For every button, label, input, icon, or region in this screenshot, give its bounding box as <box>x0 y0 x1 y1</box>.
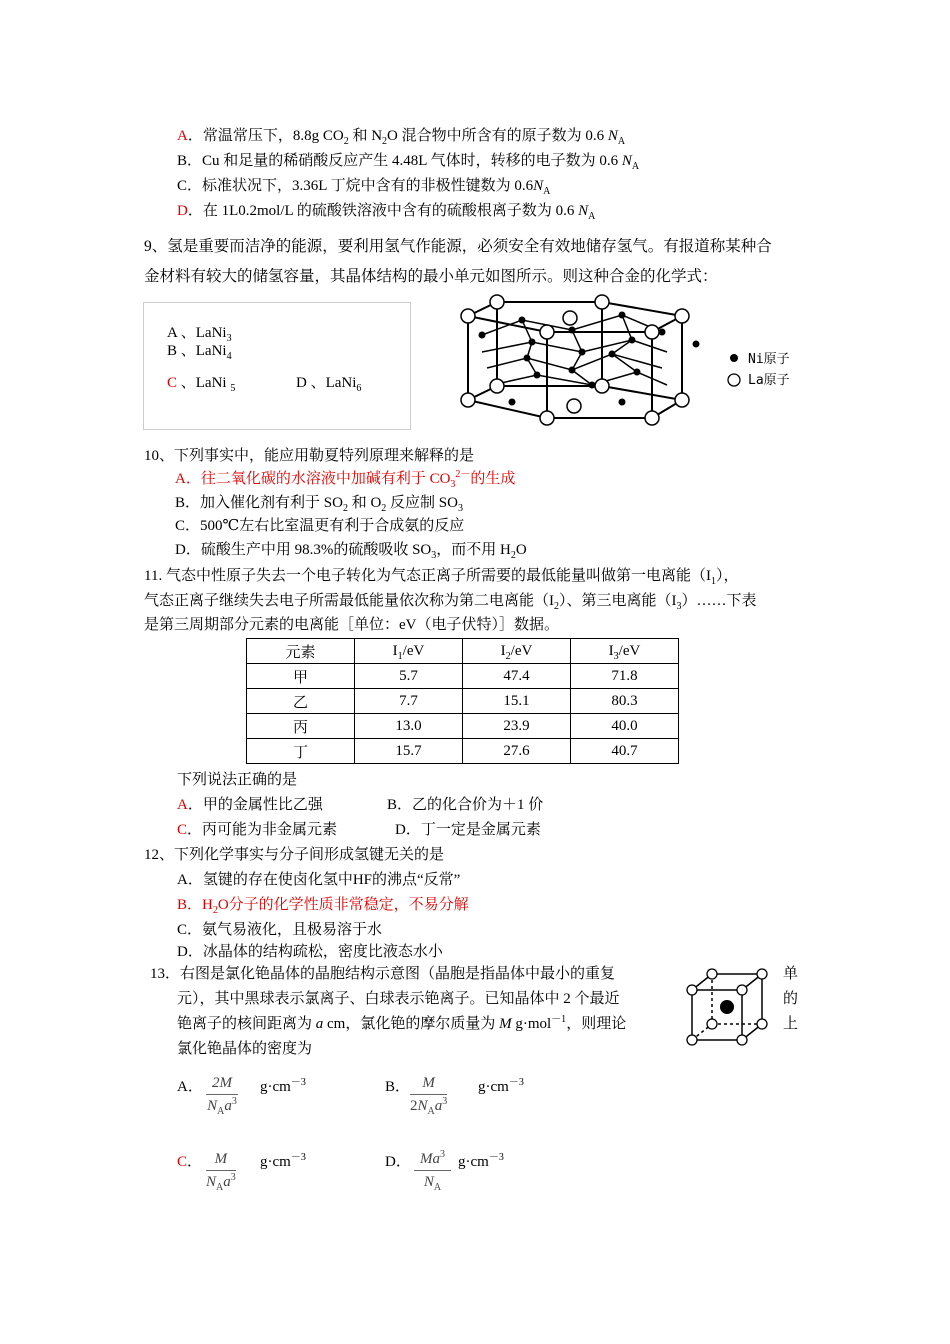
q9-stem-line1: 9、氢是重要而洁净的能源，要利用氢气作能源，必须安全有效地储存氢气。有报道称某种合 <box>144 238 772 255</box>
table-cell: 5.7 <box>355 664 463 689</box>
q11-option-d[interactable]: D．丁一定是金属元素 <box>395 822 541 838</box>
q8-option-a[interactable]: A．常温常压下，8.8g $CO_2$ 和 $N_2O$ 混合物中所含有的原子数为 0.6 $N_A$ <box>177 128 626 147</box>
q13-option-a-fraction: 2M $N_Aa^3$ <box>206 1072 238 1117</box>
q11-prompt: 下列说法正确的是 <box>177 772 298 788</box>
table-cell: 甲 <box>247 664 355 689</box>
q13-option-a-unit: $g\cdot cm^{-3}$ <box>260 1077 306 1095</box>
q11-option-b[interactable]: B．乙的化合价为＋1 价 <box>387 797 544 813</box>
q10-option-c[interactable]: C．500℃左右比室温更有利于合成氨的反应 <box>175 518 465 534</box>
q13-option-b-unit: $g\cdot cm^{-3}$ <box>478 1077 524 1095</box>
ni-dot-icon <box>728 352 742 366</box>
q13-side-char2: 的 <box>783 991 799 1007</box>
table-cell: 7.7 <box>355 689 463 714</box>
q13-option-d-label[interactable]: D． <box>385 1154 411 1170</box>
table-row <box>247 714 679 739</box>
table-cell: 15.1 <box>463 689 571 714</box>
q10-stem: 10、下列事实中，能应用勒夏特列原理来解释的是 <box>144 448 475 464</box>
q13-option-c-label[interactable]: C． <box>177 1154 203 1170</box>
table-cell: 27.6 <box>463 739 571 764</box>
q11-stem-line3: 是第三周期部分元素的电离能［单位：eV（电子伏特）］数据。 <box>144 617 559 633</box>
q10-option-b[interactable]: B．加入催化剂有利于 $SO_2$ 和 $O_2$ 反应制 $SO_3$ <box>175 495 463 514</box>
q9-options-box <box>143 302 411 430</box>
table-cell: 80.3 <box>571 689 679 714</box>
q12-option-d[interactable]: D．冰晶体的结构疏松，密度比液态水小 <box>177 944 443 960</box>
table-row <box>247 689 679 714</box>
q11-stem-line2: 气态正离子继续失去电子所需最低能量依次称为第二电离能$(I_2)$、第三电离能$(I_3)\dots\dots$下表 <box>144 593 757 612</box>
table-row <box>247 739 679 764</box>
q13-stem-line3: 铯离子的核间距离为 a cm，氯化铯的摩尔质量为 M g·mol$^{-1}$，则理论 <box>177 1014 627 1032</box>
legend-la-label: La原子 <box>748 373 790 388</box>
q9-option-b[interactable]: B 、LaNi$_4$ <box>167 343 232 362</box>
q13-option-c-fraction: M $N_Aa^3$ <box>206 1148 236 1193</box>
q11-option-c[interactable]: C．丙可能为非金属元素 <box>177 822 338 838</box>
q13-stem-line4: 氯化铯晶体的密度为 <box>177 1041 313 1057</box>
table-cell: 15.7 <box>355 739 463 764</box>
table-cell: 40.7 <box>571 739 679 764</box>
q13-option-b-label[interactable]: B． <box>385 1079 411 1095</box>
q10-option-d[interactable]: D．硫酸生产中用 98.3%的硫酸吸收 $SO_3$，而不用 $H_2O$ <box>175 542 527 561</box>
ionization-energy-table <box>246 638 679 764</box>
q12-option-a[interactable]: A．氢键的存在使卤化氢中HF的沸点“反常” <box>177 872 461 888</box>
table-cell: 丁 <box>247 739 355 764</box>
q9-option-a[interactable]: A 、LaNi$_3$ <box>167 325 232 344</box>
q11-stem-line1: 11. 气态中性原子失去一个电子转化为气态正离子所需要的最低能量叫做第一电离能$(I_1)$， <box>144 568 739 587</box>
q8-option-b[interactable]: B．Cu 和足量的稀硝酸反应产生 4.48L 气体时，转移的电子数为 0.6 $N_A$ <box>177 153 640 172</box>
q8-option-d-letter: D <box>177 203 188 219</box>
q9-option-d[interactable]: D 、LaNi$_6$ <box>296 375 362 394</box>
table-header-row <box>247 639 679 664</box>
table-cell: 40.0 <box>571 714 679 739</box>
table-header-cell: $I_3/eV$ <box>571 639 679 664</box>
table-row <box>247 664 679 689</box>
q13-option-d-unit: $g\cdot cm^{-3}$ <box>458 1152 504 1170</box>
q13-side-char3: 上 <box>783 1016 799 1032</box>
q13-option-d-fraction: $\frac{Ma^3}{N_A}$ <box>414 1148 451 1193</box>
q13-option-a-label[interactable]: A． <box>177 1079 203 1095</box>
q9-stem-line2: 金材料有较大的储氢容量，其晶体结构的最小单元如图所示。则这种合金的化学式： <box>144 268 718 285</box>
table-cell: 丙 <box>247 714 355 739</box>
q13-side-char1: 单 <box>783 966 799 982</box>
q13-stem-line1: 13．右图是氯化铯晶体的晶胞结构示意图（晶胞是指晶体中最小的重复 <box>150 966 616 982</box>
legend-ni-label: Ni原子 <box>748 352 790 367</box>
table-header-cell: $I_2/eV$ <box>463 639 571 664</box>
table-header-cell: 元素 <box>247 639 355 664</box>
lani-crystal-diagram <box>452 290 692 430</box>
table-cell: 13.0 <box>355 714 463 739</box>
q13-option-b-fraction: M $2N_Aa^3$ <box>410 1072 447 1117</box>
q12-option-b[interactable]: B．$H_2O$分子的化学性质非常稳定，不易分解 <box>177 897 469 916</box>
q12-option-c[interactable]: C．氨气易液化，且极易溶于水 <box>177 922 383 938</box>
q10-option-a[interactable]: A．往二氧化碳的水溶液中加碱有利于 $CO_3^{2-}$的生成 <box>175 469 516 490</box>
ni-atom-legend-icon <box>692 340 706 354</box>
q8-option-a-letter: A <box>177 128 188 144</box>
table-header-cell: $I_1/eV$ <box>355 639 463 664</box>
q9-option-c[interactable]: C 、LaNi $_5$ <box>167 375 236 394</box>
q8-option-c[interactable]: C．标准状况下，3.36L 丁烷中含有的非极性键数为 $0.6N_A$ <box>177 178 551 197</box>
table-cell: 47.4 <box>463 664 571 689</box>
table-cell: 71.8 <box>571 664 679 689</box>
q8-option-d[interactable]: D．在 1L0.2mol/L 的硫酸铁溶液中含有的硫酸根离子数为 0.6 $N_A$ <box>177 203 596 222</box>
cscl-unit-cell-diagram <box>686 966 776 1050</box>
q11-option-a[interactable]: A．甲的金属性比乙强 <box>177 797 323 813</box>
q13-stem-line2: 元），其中黑球表示氯离子、白球表示铯离子。已知晶体中 2 个最近 <box>177 991 620 1007</box>
la-circle-icon <box>726 372 742 388</box>
q12-stem: 12、下列化学事实与分子间形成氢键无关的是 <box>144 847 445 863</box>
table-cell: 23.9 <box>463 714 571 739</box>
q13-option-c-unit: $g\cdot cm^{-3}$ <box>260 1152 306 1170</box>
table-cell: 乙 <box>247 689 355 714</box>
